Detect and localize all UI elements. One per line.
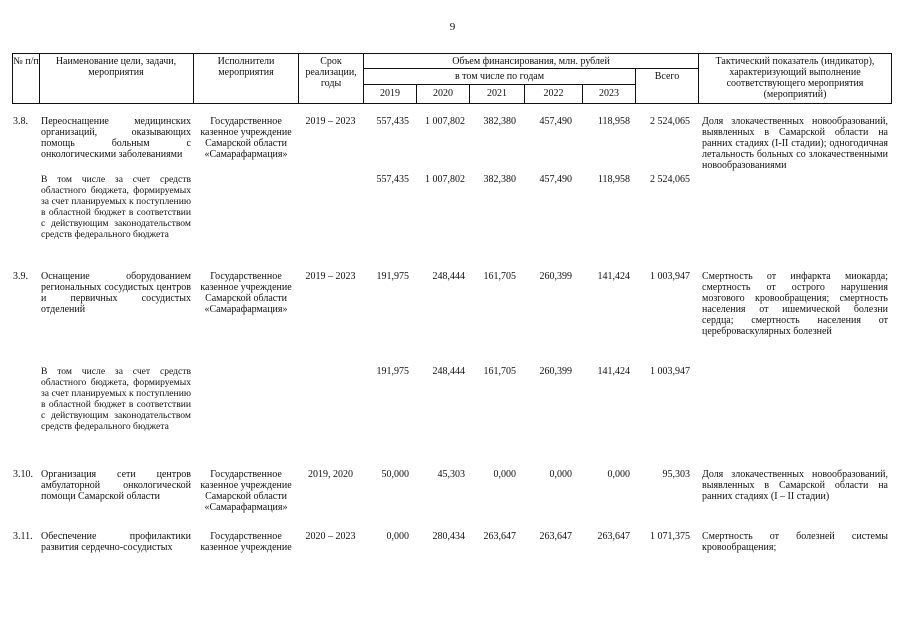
row-value-2023: 0,000 (607, 469, 630, 480)
row-value-2019: 50,000 (381, 469, 409, 480)
row-name: Оснащение оборудованием региональных сосудистых центров и первичных сосудистых отделений (41, 271, 191, 315)
row-value-2020: 248,444 (432, 271, 465, 282)
row-value-2022: 457,490 (539, 174, 572, 185)
row-value-2021: 382,380 (483, 174, 516, 185)
row-name: Обеспечение профилактики развития сердечно-сосудистых (41, 531, 191, 553)
row-value-2019: 191,975 (376, 271, 409, 282)
row-value-2022: 457,490 (539, 116, 572, 127)
row-period: 2019 – 2023 (305, 116, 356, 127)
row-value-2019: 557,435 (376, 174, 409, 185)
row-value-2022: 263,647 (539, 531, 572, 542)
row-executor: Государственное казенное учреждение Самарской области «Самарафармация» (200, 271, 292, 315)
row-value-2021: 0,000 (493, 469, 516, 480)
header-number: № п/п (13, 56, 39, 67)
header-name: Наименование цели, задачи, мероприятия (55, 56, 177, 78)
row-number: 3.9. (13, 271, 28, 282)
row-name: В том числе за счет средств областного бюджета, формируемых за счет планируемых к поступлению в областной бюджет в соответствии с действующим законодательством средств федерального бюджета (41, 366, 191, 432)
row-name: Переоснащение медицинских организаций, оказывающих помощь больным с онкологическими заболеваниями (41, 116, 191, 160)
row-value-2020: 280,434 (432, 531, 465, 542)
row-value-2019: 557,435 (376, 116, 409, 127)
row-value-2023: 141,424 (597, 271, 630, 282)
row-value-2020: 248,444 (432, 366, 465, 377)
header-total: Всего (654, 71, 680, 82)
row-period: 2019, 2020 (308, 469, 353, 480)
row-period: 2019 – 2023 (305, 271, 356, 282)
header-period: Срок реализации, годы (305, 56, 357, 89)
row-value-2021: 263,647 (483, 531, 516, 542)
row-value-2021: 161,705 (483, 271, 516, 282)
header-year-2022: 2022 (543, 88, 564, 99)
row-indicator: Доля злокачественных новообразований, выявленных в Самарской области на ранних стадиях (I-II стадии); одногодичная летальность больных со злокачественными новообразованиями (702, 116, 888, 171)
row-value-2020: 1 007,802 (425, 116, 465, 127)
row-value-2022: 260,399 (539, 366, 572, 377)
row-executor: Государственное казенное учреждение Самарской области «Самарафармация» (200, 116, 292, 160)
row-value-2019: 0,000 (386, 531, 409, 542)
header-year-2021: 2021 (487, 88, 507, 99)
header-year-2019: 2019 (380, 88, 400, 99)
row-executor: Государственное казенное учреждение (200, 531, 292, 553)
page-number: 9 (449, 21, 456, 33)
row-number: 3.8. (13, 116, 28, 127)
row-value-2023: 118,958 (597, 116, 630, 127)
row-total: 95,303 (662, 469, 690, 480)
row-value-2023: 263,647 (597, 531, 630, 542)
header-year-2020: 2020 (433, 88, 453, 99)
row-total: 2 524,065 (650, 174, 690, 185)
row-total: 1 071,375 (650, 531, 690, 542)
row-total: 2 524,065 (650, 116, 690, 127)
header-executor: Исполнители мероприятия (217, 56, 275, 78)
row-indicator: Доля злокачественных новообразований, выявленных в Самарской области на ранних стадиях (I – II стадии) (702, 469, 888, 502)
header-by-years: в том числе по годам (454, 71, 545, 82)
header-year-2023: 2023 (599, 88, 619, 99)
row-indicator: Смертность от инфаркта миокарда; смертность от острого нарушения мозгового кровообращения; смертность населения от ишемической болезни сердца; смертность населения от цереброваскулярных болезней (702, 271, 888, 337)
row-period: 2020 – 2023 (305, 531, 356, 542)
header-indicator: Тактический показатель (индикатор), характеризующий выполнение соответствующего мероприятия (мероприятий) (715, 56, 875, 100)
row-number: 3.10. (13, 469, 33, 480)
header-funding: Объем финансирования, млн. рублей (452, 56, 610, 67)
row-total: 1 003,947 (650, 271, 690, 282)
row-value-2020: 1 007,802 (425, 174, 465, 185)
row-value-2023: 141,424 (597, 366, 630, 377)
row-value-2020: 45,303 (437, 469, 465, 480)
row-name: Организация сети центров амбулаторной онкологической помощи Самарской области (41, 469, 191, 502)
row-value-2019: 191,975 (376, 366, 409, 377)
row-executor: Государственное казенное учреждение Самарской области «Самарафармация» (200, 469, 292, 513)
row-name: В том числе за счет средств областного бюджета, формируемых за счет планируемых к поступлению в областной бюджет в соответствии с действующим законодательством средств федерального бюджета (41, 174, 191, 240)
row-total: 1 003,947 (650, 366, 690, 377)
row-value-2022: 260,399 (539, 271, 572, 282)
row-value-2021: 161,705 (483, 366, 516, 377)
row-value-2023: 118,958 (597, 174, 630, 185)
row-value-2021: 382,380 (483, 116, 516, 127)
row-indicator: Смертность от болезней системы кровообращения; (702, 531, 888, 553)
row-number: 3.11. (13, 531, 33, 542)
row-value-2022: 0,000 (549, 469, 572, 480)
